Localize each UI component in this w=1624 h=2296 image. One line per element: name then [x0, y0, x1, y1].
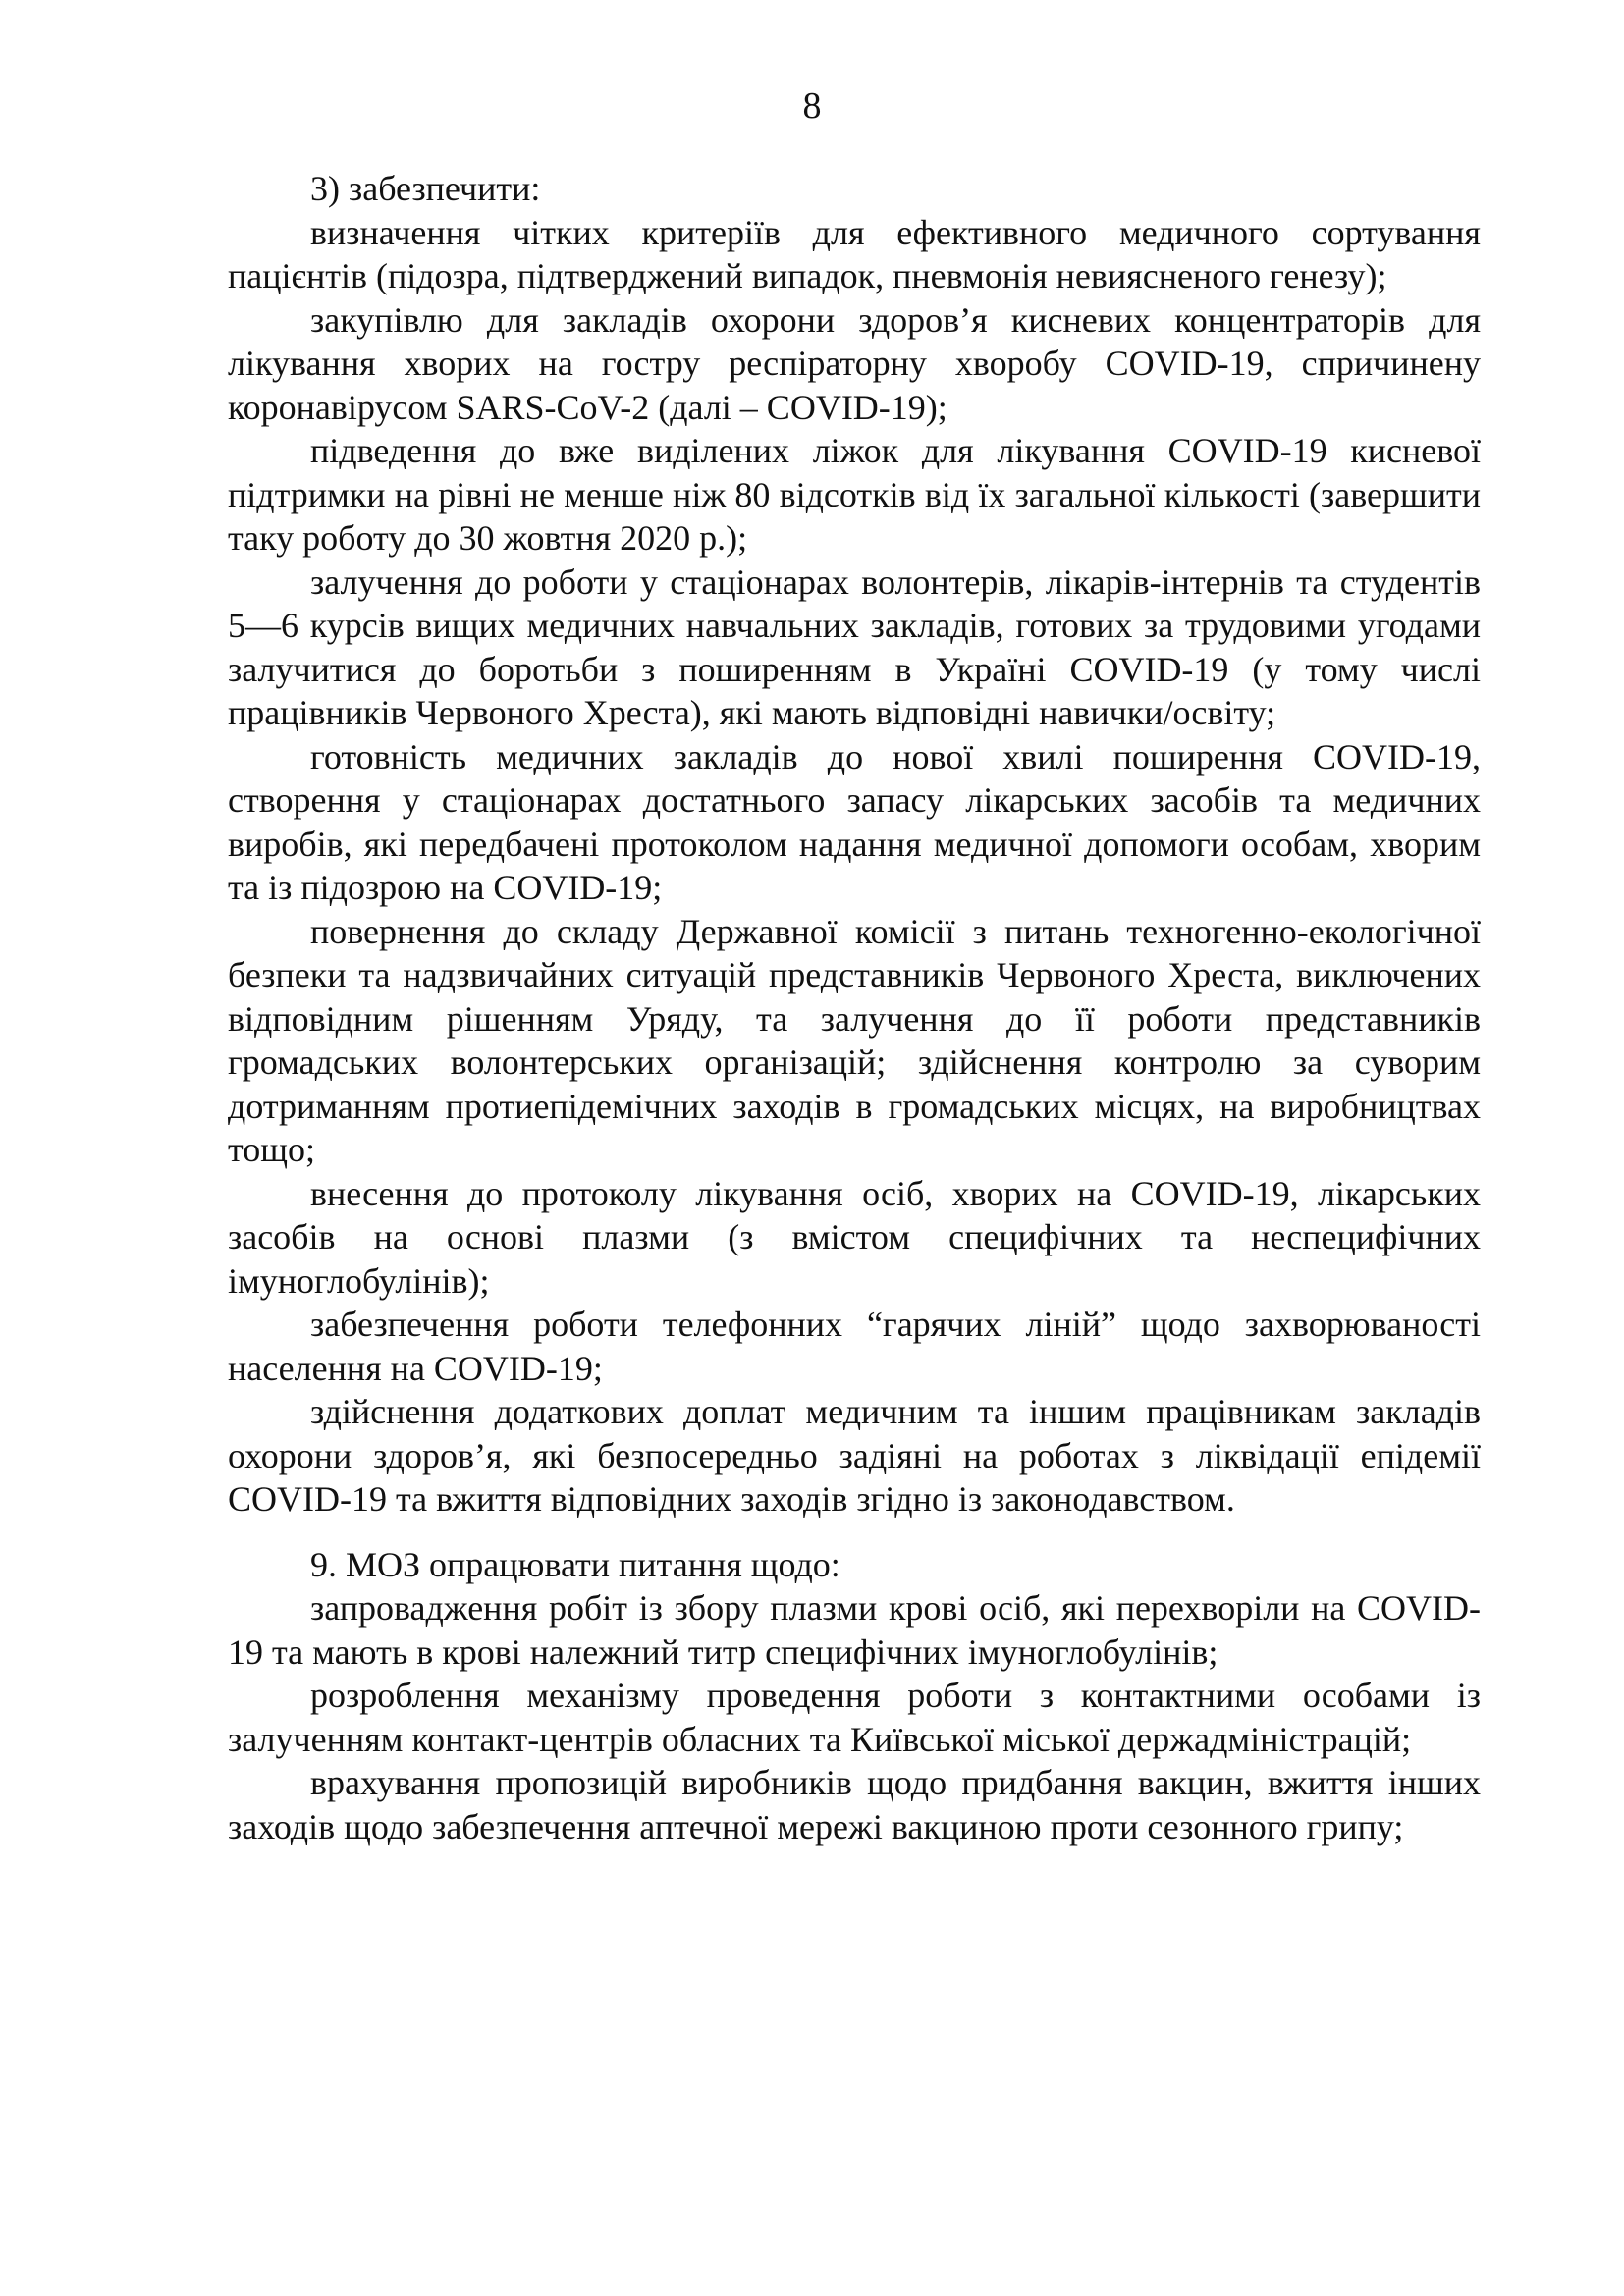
- list-item: розроблення механізму проведення роботи з контактними особами із залученням контакт-центрів обласних та Київської міської держадміністрацій;: [228, 1676, 1481, 1759]
- list-item: запровадження робіт із збору плазми крові осіб, які перехворіли на COVID-19 та мають в крові належний титр специфічних імуноглобулінів;: [228, 1588, 1481, 1672]
- list-item: визначення чітких критеріїв для ефективного медичного сортування пацієнтів (підозра, підтверджений випадок, пневмонія невиясненого генезу);: [228, 212, 1481, 295]
- subsection-heading: 3) забезпечити:: [310, 169, 541, 208]
- list-item: повернення до складу Державної комісії з питань техногенно-екологічної безпеки та надзвичайних ситуацій представників Червоного Хреста, виключених відповідним рішенням Уряду, та залучення до її роботи представників громадських волонтерських організацій; здійснення контролю за суворим дотриманням протиепідемічних заходів в громадських місцях, на виробництвах тощо;: [228, 911, 1481, 1169]
- list-item: внесення до протоколу лікування осіб, хворих на COVID-19, лікарських засобів на основі плазми (з вмістом специфічних та неспецифічних імуноглобулінів);: [228, 1173, 1481, 1301]
- list-item: забезпечення роботи телефонних “гарячих ліній” щодо захворюваності населення на COVID-19;: [228, 1305, 1481, 1388]
- list-item: закупівлю для закладів охорони здоров’я кисневих концентраторів для лікування хворих на гостру респіраторну хворобу COVID-19, спричинену коронавірусом SARS-CoV-2 (далі – COVID-19);: [228, 299, 1481, 427]
- list-item: здійснення додаткових доплат медичним та іншим працівникам закладів охорони здоров’я, які безпосередньо задіяні на роботах з ліквідації епідемії COVID-19 та вжиття відповідних заходів згідно із законодавством.: [228, 1392, 1481, 1519]
- section-heading: 9. МОЗ опрацювати питання щодо:: [310, 1544, 840, 1584]
- page-number: 8: [802, 85, 822, 127]
- document-body: [228, 167, 1481, 1848]
- list-item: підведення до вже виділених ліжок для лікування COVID-19 кисневої підтримки на рівні не менше ніж 80 відсотків від їх загальної кількості (завершити таку роботу до 30 жовтня 2020 р.);: [228, 431, 1481, 558]
- list-item: готовність медичних закладів до нової хвилі поширення COVID-19, створення у стаціонарах достатнього запасу лікарських засобів та медичних виробів, які передбачені протоколом надання медичної допомоги особам, хворим та із підозрою на COVID-19;: [228, 736, 1481, 907]
- list-item: врахування пропозицій виробників щодо придбання вакцин, вжиття інших заходів щодо забезпечення аптечної мережі вакциною проти сезонного грипу;: [228, 1763, 1481, 1846]
- list-item: залучення до роботи у стаціонарах волонтерів, лікарів-інтернів та студентів 5—6 курсів вищих медичних навчальних закладів, готових за трудовими угодами залучитися до боротьби з поширенням в Україні COVID-19 (у тому числі працівників Червоного Хреста), які мають відповідні навички/освіту;: [228, 561, 1481, 732]
